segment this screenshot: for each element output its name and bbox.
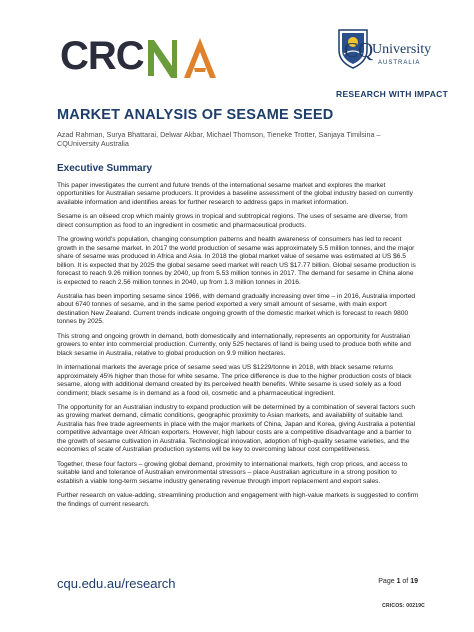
cqu-logo-university: University — [372, 42, 432, 57]
crcna-na-mark-icon — [144, 26, 224, 90]
page-number — [378, 578, 418, 585]
page-of: of — [400, 578, 411, 585]
cquniversity-logo — [336, 28, 460, 84]
cqu-logo-cq: CQ — [344, 38, 374, 62]
section-heading-executive-summary: Executive Summary — [57, 163, 153, 174]
paragraph: The growing world’s population, changing consumption patterns and health awareness of consumers has led to recent growth in the sesame market. In 2017 the world production of sesame was approximately 5.5 million tonnes, and the major share of sesame was produced in Africa and Asia. In 2018 the global market value of sesame was estimated at US $6.5 billion. It is expected that by 2025 the global sesame seed market will reach US $17.77 billion. Global sesame production is forecast to reach 9.26 million tonnes by 2040, up from 5.53 million tonnes in 2017. The demand for sesame in China alone is expected to reach 2.56 million tonnes in 2040, up from 1.3 million tonnes in 2016. — [57, 236, 416, 286]
paragraph: Australia has been importing sesame since 1966, with demand gradually increasing over time – in 2016, Australia imported about 6740 tonnes of sesame, and in the same period exported a very small amount of sesame, with main export destination New Zealand. Current trends indicate ongoing growth of the domestic market which is forecast to reach 9800 tonnes by 2025. — [57, 292, 416, 326]
main-content — [57, 106, 419, 515]
paragraph: The opportunity for an Australian industry to expand production will be determined by a combination of several factors such as growing market demand, climatic conditions, geographic proximity to Asian markets, and availability of suitable land. Australia has free trade agreements in place with the major markets of China, Japan and Korea, giving Australia a potential competitive advantage over African exporters. However, high labour costs are a competitive disadvantage and a barrier to the growth of sesame cultivation in Australia. Technological innovation, adoption of high-quality sesame varieties, and the economies of scale of Australian production systems will be key to overcoming labour cost competitiveness. — [57, 403, 416, 454]
paragraph: This strong and ongoing growth in demand, both domestically and internationally, represents an opportunity for Australian growers to enter into commercial production. Currently, only 525 hectares of land is being used to produce both white and black sesame in Australia, relative to global production on 9.9 million hectares. — [57, 332, 411, 357]
paragraph: Together, these four factors – growing global demand, proximity to international markets, high crop prices, and access to suitable land and tolerance of Australian environmental stressors – place Australian agriculture in a strong position to establish a viable long-term sesame industry generating revenue through import replacement and export sales. — [57, 460, 408, 485]
document-title: MARKET ANALYSIS OF SESAME SEED — [57, 107, 334, 123]
website-link[interactable]: cqu.edu.au/research — [57, 576, 176, 591]
crcna-logo-text: CRC — [60, 34, 144, 78]
executive-summary-body — [57, 182, 419, 509]
authors-line: Azad Rahman, Surya Bhattarai, Delwar Akbar, Michael Thomson, Tieneke Trotter, Sanjaya Timilsina – CQUniversity Australia — [57, 130, 381, 148]
research-with-impact-tagline: RESEARCH WITH IMPACT — [336, 89, 449, 99]
paragraph: In international markets the average price of sesame seed was US $1229/tonne in 2018, with black sesame returns approximately 45% higher than those for white sesame. The price difference is due to the higher production costs of black sesame, along with additional demand created by its perceived health benefits. White sesame is used solely as a food condiment; black sesame is in demand as a food oil, cosmetic and a pharmaceutical ingredient. — [57, 364, 412, 397]
paragraph: Sesame is an oilseed crop which mainly grows in tropical and subtropical regions. The uses of sesame are diverse, from direct consumption as food to an ingredient in cosmetic and pharmaceutical products. — [57, 213, 408, 229]
cricos-code: CRICOS: 00219C — [382, 603, 425, 609]
page-current: 1 — [396, 578, 401, 585]
paragraph: This paper investigates the current and future trends of the international sesame market and explores the market opportunities for Australian sesame producers. It provides a baseline assessment of the global industry based on currently available information and identifies areas for further research to address gaps in market information. — [57, 182, 413, 206]
cqu-logo-country: AUSTRALIA — [378, 60, 421, 66]
crcna-logo — [60, 26, 224, 90]
page-prefix: Page — [378, 578, 397, 585]
paragraph: Further research on value-adding, streamlining production and engagement with high-value markets is suggested to confirm the findings of current research. — [57, 492, 419, 508]
page-total: 19 — [410, 578, 418, 585]
